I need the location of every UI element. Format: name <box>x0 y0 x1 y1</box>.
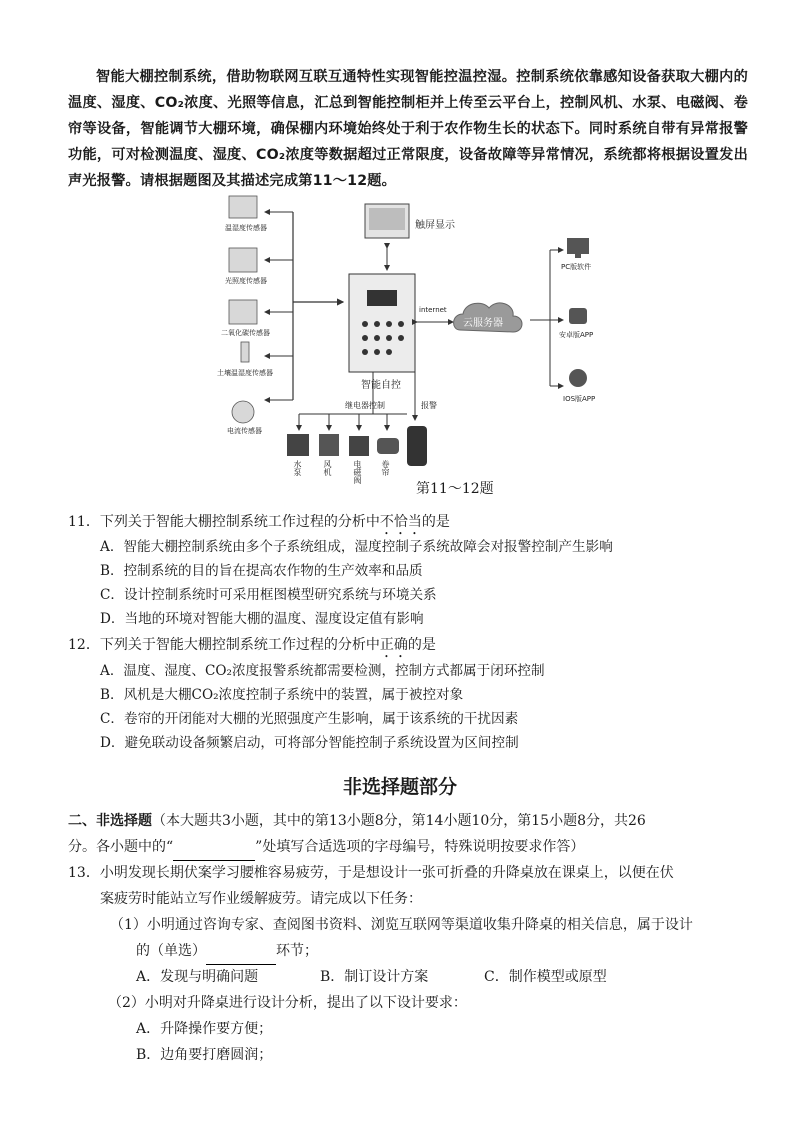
touchscreen-label: 触屏显示 <box>415 220 455 231</box>
actuator-label-valve: 电磁阀 <box>353 460 362 484</box>
intro-paragraph: 智能大棚控制系统，借助物联网互联互通特性实现智能控温控湿。控制系统依靠感知设备获取大棚内的温度、湿度、CO₂浓度、光照等信息，汇总到智能控制柜并上传至云平台上，控制风机、水泵、电磁阀、卷帘等设备，智能调节大棚环境，确保棚内环境始终处于利于农作物生长的状态下。同时系统自带有异常报警功能，可对检测温度、湿度、CO₂浓度等数据超过正常限度，设备故障等异常情况，系统都将根据设置发出声光报警。请根据题图及其描述完成第11～12题。 <box>68 69 748 189</box>
sensor-label-1: 温湿度传感器 <box>225 224 267 232</box>
q11-option-d: D．当地的环境对智能大棚的温度、湿度设定值有影响 <box>100 611 424 627</box>
internet-label: internet <box>419 306 447 314</box>
figure-caption: 第11～12题 <box>416 481 494 497</box>
apple-icon <box>569 369 587 387</box>
diagram-graphics <box>215 190 635 500</box>
q12-option-c: C．卷帘的开闭能对大棚的光照强度产生影响，属于该系统的干扰因素 <box>100 711 519 727</box>
cloud-label: 云服务器 <box>463 318 503 329</box>
curtain-icon <box>377 438 399 454</box>
section-title: 非选择题部分 <box>342 776 457 798</box>
relay-label: 继电器控制 <box>345 401 385 410</box>
q13-sub1-option-c: C．制作模型或原型 <box>484 969 607 985</box>
q13-sub1-suffix: 环节； <box>276 943 318 959</box>
light-sensor-icon <box>229 248 257 272</box>
answer-blank-sample <box>173 834 255 861</box>
part2-heading: 二、非选择题 <box>68 813 152 829</box>
part2-desc-line1 <box>68 808 768 834</box>
q13-sub1-line2 <box>136 938 318 965</box>
q13-sub2-option-a: A．升降操作要方便； <box>136 1021 273 1037</box>
q12-stem-post: 的是 <box>407 637 436 653</box>
pump-icon <box>287 434 309 456</box>
system-diagram <box>215 190 635 500</box>
alarm-label: 报警 <box>421 401 437 410</box>
sensor-label-3: 二氧化碳传感器 <box>221 329 270 337</box>
q12-option-a: A．温度、湿度、CO₂浓度报警系统都需要检测，控制方式都属于闭环控制 <box>100 663 545 679</box>
q12-stem-pre: 12．下列关于智能大棚控制系统工作过程的分析中 <box>68 637 380 653</box>
current-sensor-icon <box>232 401 254 423</box>
valve-icon <box>349 436 369 456</box>
q11-option-b: B．控制系统的目的旨在提高农作物的生产效率和品质 <box>100 563 423 579</box>
fan-icon <box>319 434 339 456</box>
part2-desc-line2 <box>68 834 768 861</box>
client-label-android: 安卓版APP <box>559 331 594 339</box>
q12-stem <box>68 633 436 661</box>
q12-stem-emph: 正确 <box>379 637 408 653</box>
q13-sub1-option-a: A．发现与明确问题 <box>136 969 259 985</box>
client-label-pc: PC版软件 <box>561 263 592 271</box>
q13-line2: 案疲劳时能站立写作业缓解疲劳。请完成以下任务： <box>100 891 422 907</box>
q13-sub1-option-b: B．制订设计方案 <box>320 969 429 985</box>
actuator-label-fan: 风机 <box>323 460 332 476</box>
q13-answer-blank[interactable] <box>206 938 276 965</box>
sensor-label-5: 电流传感器 <box>227 427 262 435</box>
q11-option-c: C．设计控制系统时可采用框图模型研究系统与环境关系 <box>100 587 437 603</box>
q12-option-d: D．避免联动设备频繁启动，可将部分智能控制子系统设置为区间控制 <box>100 735 519 751</box>
q11-stem-post: 的是 <box>421 514 450 530</box>
android-icon <box>569 308 587 324</box>
q11-option-a: A．智能大棚控制系统由多个子系统组成，湿度控制子系统故障会对报警控制产生影响 <box>100 539 613 555</box>
soil-sensor-icon <box>241 342 249 362</box>
actuator-label-pump: 水泵 <box>293 460 302 476</box>
client-label-ios: IOS版APP <box>563 395 596 403</box>
part2-desc2b: ”处填写合适选项的字母编号，特殊说明按要求作答） <box>255 839 585 855</box>
controller-label: 智能自控 <box>361 380 401 391</box>
sensor-label-2: 光照度传感器 <box>225 277 267 285</box>
part2-desc2a: 分。各小题中的“ <box>68 839 174 855</box>
q13-line1: 13．小明发现长期伏案学习腰椎容易疲劳，于是想设计一张可折叠的升降桌放在课桌上，以便在伏 <box>68 865 674 881</box>
q11-stem-pre: 11．下列关于智能大棚控制系统工作过程的分析中 <box>68 514 380 530</box>
q13-sub1-prefix: 的（单选） <box>136 943 206 959</box>
q13-sub2-option-b: B．边角要打磨圆润； <box>136 1047 273 1063</box>
co2-sensor-icon <box>229 300 257 324</box>
pc-icon <box>567 238 589 254</box>
q11-stem <box>68 510 450 538</box>
q11-stem-emph: 不恰当 <box>379 514 422 530</box>
q13-sub1-line1: （1）小明通过咨询专家、查阅图书资料、浏览互联网等渠道收集升降桌的相关信息，属于设计 <box>110 917 693 933</box>
temp-humidity-sensor-icon <box>229 196 257 218</box>
alarm-icon <box>407 426 427 466</box>
sensor-label-4: 土壤温湿度传感器 <box>217 369 273 377</box>
control-cabinet-icon <box>349 274 415 372</box>
actuator-label-curtain: 卷帘 <box>381 460 390 476</box>
part2-desc1: （本大题共3小题，其中的第13小题8分，第14小题10分，第15小题8分，共26 <box>152 813 646 829</box>
q12-option-b: B．风机是大棚CO₂浓度控制子系统中的装置，属于被控对象 <box>100 687 464 703</box>
q13-sub2: （2）小明对升降桌进行设计分析，提出了以下设计要求： <box>108 995 467 1011</box>
